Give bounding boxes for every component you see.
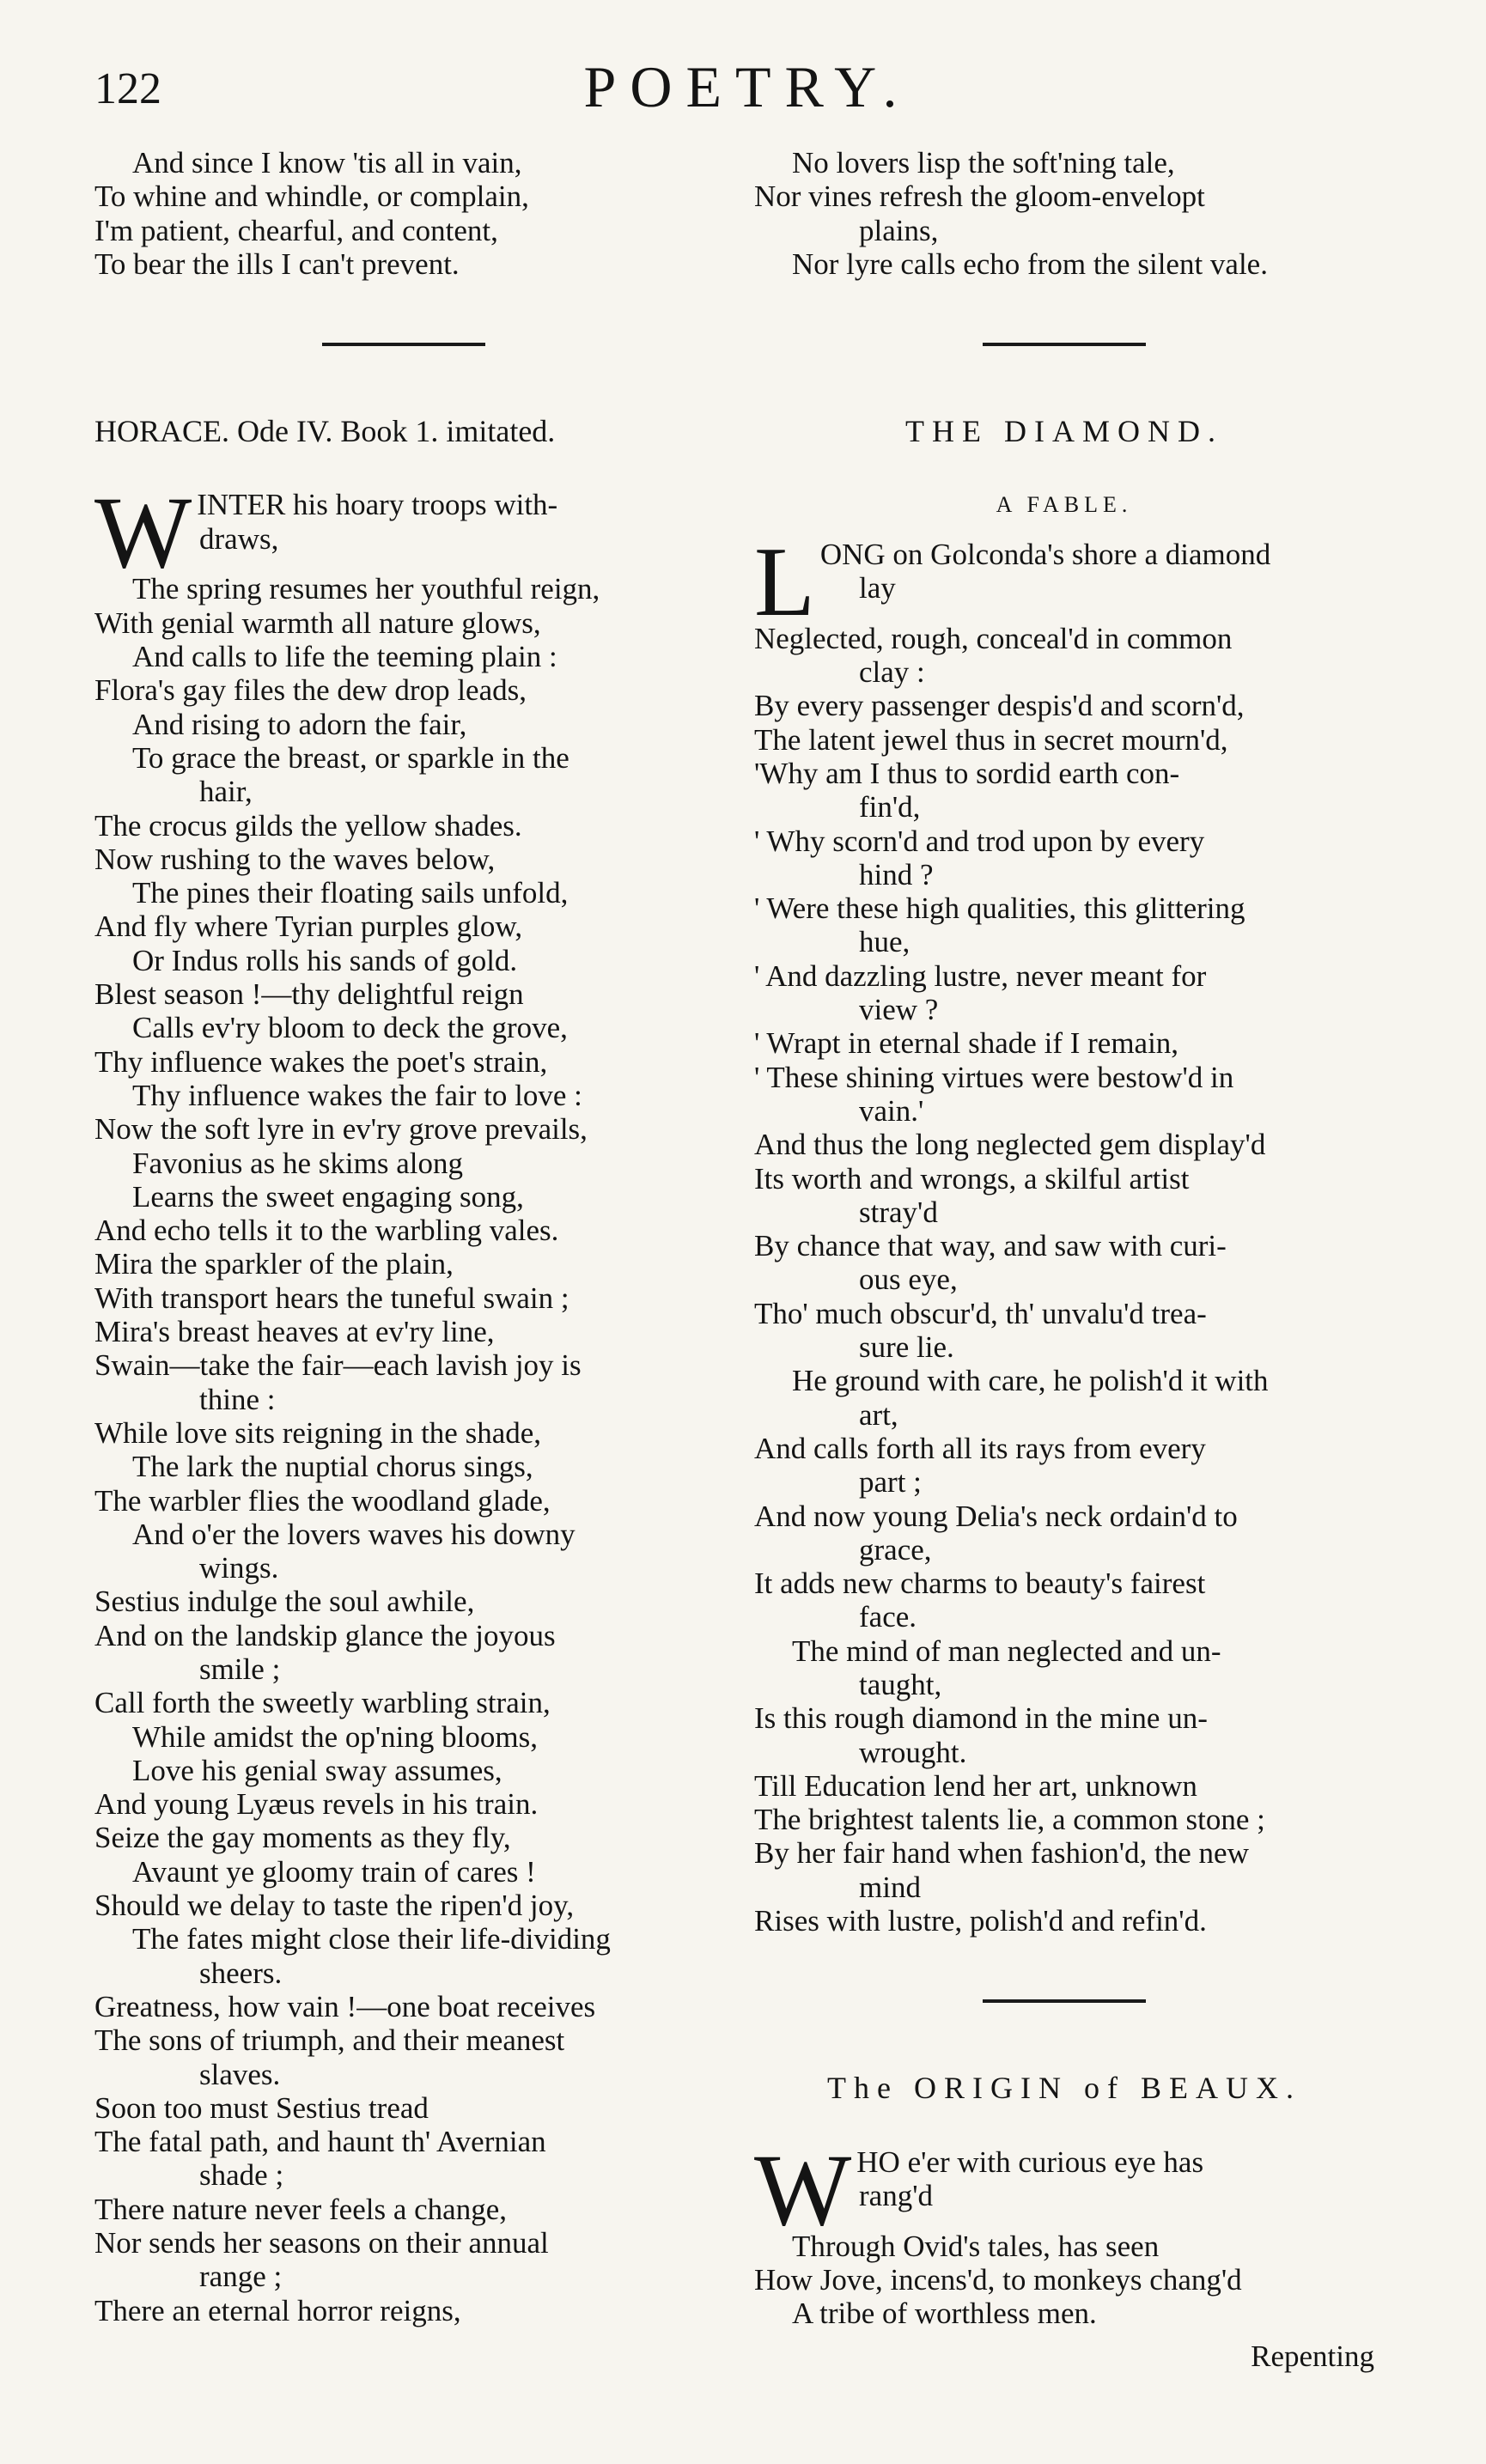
verse-line: And rising to adorn the fair, — [132, 707, 467, 741]
verse-line: And o'er the lovers waves his downy — [132, 1517, 576, 1551]
verse-line: Till Education lend her art, unknown — [754, 1768, 1197, 1803]
verse-line: Greatness, how vain !—one boat receives — [94, 1989, 596, 2023]
verse-line: view ? — [859, 993, 939, 1027]
verse-line: range ; — [199, 2260, 283, 2294]
verse-line: Nor sends her seasons on their annual — [94, 2226, 549, 2260]
verse-line: ' Were these high qualities, this glittering — [754, 891, 1245, 926]
verse-line: Rises with lustre, polish'd and refin'd. — [754, 1904, 1207, 1938]
verse-line: Nor lyre calls echo from the silent vale. — [792, 246, 1268, 281]
verse-line: Sestius indulge the soul awhile, — [94, 1585, 475, 1619]
poem-diamond — [754, 526, 1374, 1938]
verse-line: Love his genial sway assumes, — [132, 1753, 502, 1787]
verse-line: The brightest talents lie, a common stone ; — [754, 1803, 1265, 1837]
verse-line: No lovers lisp the soft'ning tale, — [792, 146, 1175, 179]
verse-line: mind — [859, 1870, 921, 1904]
verse-line: lay — [859, 571, 896, 605]
right-column — [754, 146, 1374, 2373]
verse-line: art, — [859, 1397, 898, 1432]
verse-line: Its worth and wrongs, a skilful artist — [754, 1161, 1190, 1195]
verse-line: 'Why am I thus to sordid earth con- — [754, 756, 1180, 790]
verse-line: By every passenger despis'd and scorn'd, — [754, 689, 1245, 723]
verse-line: The spring resumes her youthful reign, — [132, 572, 600, 606]
running-title: POETRY. — [583, 54, 911, 119]
verse-line: I'm patient, chearful, and content, — [94, 213, 498, 247]
verse-line: To bear the ills I can't prevent. — [94, 246, 460, 281]
verse-line: Learns the sweet engaging song, — [132, 1179, 524, 1214]
verse-line: sure lie. — [859, 1330, 954, 1365]
verse-line: There nature never feels a change, — [94, 2192, 507, 2226]
verse-line: And fly where Tyrian purples glow, — [94, 910, 523, 944]
verse-line: Avaunt ye gloomy train of cares ! — [132, 1854, 536, 1889]
verse-line: slaves. — [199, 2057, 281, 2091]
verse-line: And thus the long neglected gem display'd — [754, 1128, 1266, 1162]
verse-line: The sons of triumph, and their meanest — [94, 2023, 565, 2058]
right-top-stanza — [754, 146, 1374, 281]
verse-line: part ; — [859, 1465, 922, 1500]
verse-line: sheers. — [199, 1956, 283, 1990]
verse-line: fin'd, — [859, 790, 921, 824]
verse-line: While love sits reigning in the shade, — [94, 1415, 542, 1450]
verse-line: ' And dazzling lustre, never meant for — [754, 958, 1207, 993]
verse-line: Tho' much obscur'd, th' unvalu'd trea- — [754, 1296, 1207, 1330]
verse-line: How Jove, incens'd, to monkeys chang'd — [754, 2262, 1242, 2297]
verse-line: With transport hears the tuneful swain ; — [94, 1281, 569, 1315]
verse-line: hair, — [199, 775, 253, 809]
verse-line: smile ; — [199, 1652, 281, 1686]
verse-line: Soon too must Sestius tread — [94, 2090, 429, 2125]
page-header — [94, 53, 1400, 131]
verse-line: HO e'er with curious eye has — [856, 2145, 1204, 2179]
verse-line: The crocus gilds the yellow shades. — [94, 808, 522, 843]
verse-line: He ground with care, he polish'd it with — [792, 1364, 1269, 1398]
page-number: 122 — [94, 64, 161, 113]
drop-cap: L — [754, 526, 815, 637]
verse-line: clay : — [859, 655, 925, 690]
poem-beaux — [754, 2132, 1374, 2331]
verse-line: And calls forth all its rays from every — [754, 1431, 1206, 1465]
verse-line: Flora's gay files the dew drop leads, — [94, 673, 527, 708]
verse-line: Nor vines refresh the gloom-envelopt — [754, 179, 1205, 214]
verse-line: ONG on Golconda's shore a diamond — [819, 537, 1271, 571]
verse-line: draws, — [199, 521, 279, 556]
verse-line: Thy influence wakes the fair to love : — [132, 1078, 582, 1112]
section-rule — [983, 343, 1146, 346]
verse-line: The lark the nuptial chorus sings, — [132, 1450, 533, 1484]
verse-line: stray'd — [859, 1195, 938, 1229]
verse-line: ous eye, — [859, 1262, 958, 1297]
verse-line: wings. — [199, 1551, 279, 1585]
verse-line: Seize the gay moments as they fly, — [94, 1821, 511, 1855]
verse-line: Through Ovid's tales, has seen — [792, 2229, 1160, 2263]
drop-cap: W — [94, 475, 192, 590]
verse-line: The pines their floating sails unfold, — [132, 876, 569, 910]
verse-line: Calls ev'ry bloom to deck the grove, — [132, 1011, 568, 1045]
poem-horace — [94, 475, 713, 2327]
verse-line: To grace the breast, or sparkle in the — [132, 740, 569, 775]
verse-line: Favonius as he skims along — [132, 1146, 463, 1180]
verse-line: The latent jewel thus in secret mourn'd, — [754, 722, 1228, 757]
verse-line: With genial warmth all nature glows, — [94, 605, 541, 640]
verse-line: There an eternal horror reigns, — [94, 2293, 461, 2327]
left-column — [94, 146, 713, 2327]
verse-line: And on the landskip glance the joyous — [94, 1618, 556, 1652]
section-rule — [322, 343, 485, 346]
verse-line: Blest season !—thy delightful reign — [94, 977, 524, 1012]
verse-line: Mira the sparkler of the plain, — [94, 1247, 454, 1281]
verse-line: The mind of man neglected and un- — [792, 1634, 1221, 1668]
section-rule — [983, 1999, 1146, 2003]
verse-line: To whine and whindle, or complain, — [94, 179, 529, 214]
verse-line: INTER his hoary troops with- — [197, 488, 558, 522]
verse-line: Is this rough diamond in the mine un- — [754, 1701, 1208, 1736]
verse-line: taught, — [859, 1667, 942, 1701]
verse-line: hind ? — [859, 857, 934, 891]
verse-line: face. — [859, 1600, 917, 1634]
verse-line: plains, — [859, 213, 939, 247]
poem-subtitle-fable: A FABLE. — [996, 492, 1133, 518]
verse-line: thine : — [199, 1382, 276, 1416]
verse-line: Or Indus rolls his sands of gold. — [132, 943, 518, 977]
verse-line: rang'd — [859, 2178, 933, 2212]
verse-line: ' These shining virtues were bestow'd in — [754, 1060, 1234, 1094]
verse-line: Now the soft lyre in ev'ry grove prevails, — [94, 1112, 588, 1147]
verse-line: Now rushing to the waves below, — [94, 842, 496, 876]
verse-line: Mira's breast heaves at ev'ry line, — [94, 1315, 495, 1349]
verse-line: A tribe of worthless men. — [792, 2297, 1097, 2331]
verse-line: vain.' — [859, 1093, 924, 1128]
verse-line: hue, — [859, 925, 910, 959]
verse-line: And calls to life the teeming plain : — [132, 640, 557, 674]
verse-line: The fates might close their life-dividing — [132, 1922, 611, 1956]
verse-line: Neglected, rough, conceal'd in common — [754, 621, 1233, 655]
verse-line: And since I know 'tis all in vain, — [132, 146, 522, 179]
drop-cap: W — [754, 2132, 852, 2247]
verse-line: And young Lyæus revels in his train. — [94, 1787, 539, 1822]
verse-line: ' Wrapt in eternal shade if I remain, — [754, 1026, 1179, 1061]
poem-title-beaux: The ORIGIN of BEAUX. — [827, 2071, 1301, 2106]
verse-line: While amidst the op'ning blooms, — [132, 1719, 538, 1754]
verse-line: By chance that way, and saw with curi- — [754, 1229, 1227, 1263]
verse-line: The warbler flies the woodland glade, — [94, 1483, 551, 1518]
verse-line: ' Why scorn'd and trod upon by every — [754, 824, 1205, 858]
verse-line: grace, — [859, 1532, 932, 1567]
verse-line: Thy influence wakes the poet's strain, — [94, 1044, 548, 1079]
left-top-stanza — [94, 146, 713, 281]
verse-line: It adds new charms to beauty's fairest — [754, 1567, 1206, 1601]
verse-line: And echo tells it to the warbling vales. — [94, 1214, 559, 1248]
verse-line: Swain—take the fair—each lavish joy is — [94, 1348, 582, 1383]
poem-title-horace: HORACE. Ode IV. Book 1. imitated. — [94, 414, 556, 449]
verse-line: wrought. — [859, 1735, 967, 1769]
verse-line: The fatal path, and haunt th' Avernian — [94, 2125, 546, 2159]
verse-line: Call forth the sweetly warbling strain, — [94, 1686, 551, 1720]
verse-line: By her fair hand when fashion'd, the new — [754, 1836, 1249, 1871]
verse-line: shade ; — [199, 2158, 284, 2193]
poem-title-diamond: THE DIAMOND. — [905, 414, 1223, 449]
catchword: Repenting — [1251, 2339, 1374, 2373]
verse-line: And now young Delia's neck ordain'd to — [754, 1499, 1238, 1533]
verse-line: Should we delay to taste the ripen'd joy, — [94, 1889, 575, 1923]
